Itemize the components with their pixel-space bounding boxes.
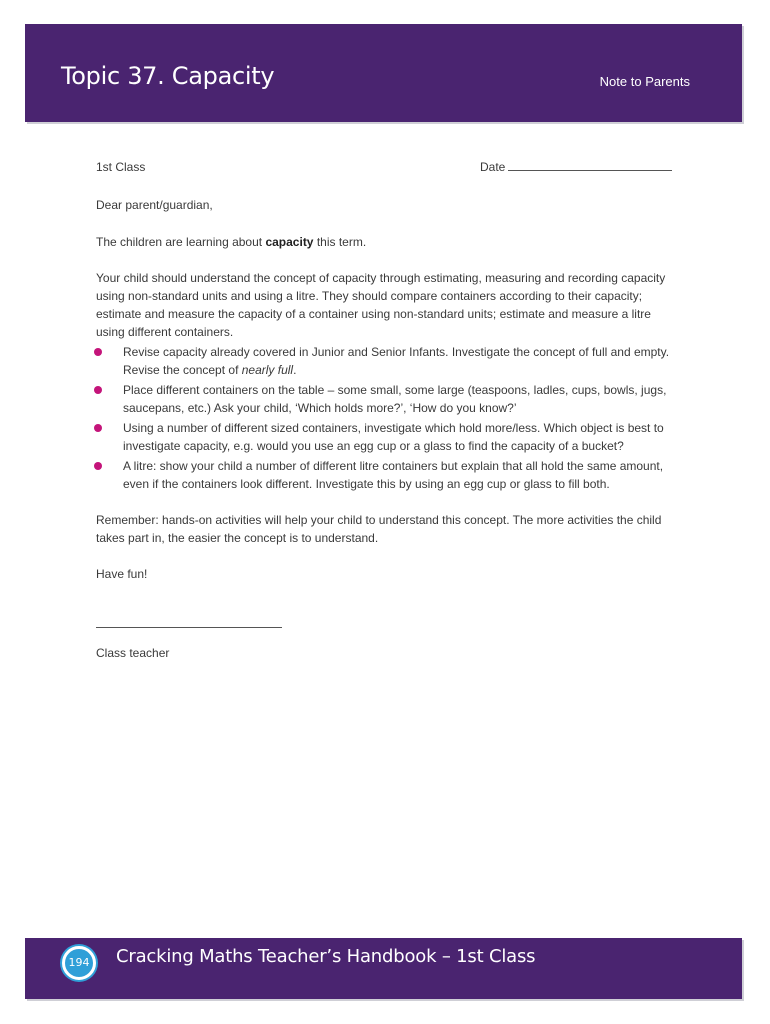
- list-item-emphasis: nearly full: [241, 363, 294, 377]
- list-item-text: Using a number of different sized containers, investigate which hold more/less. Which object is best to investigate capacity, e.g. would you use an egg cup or a glass to find the capacity of a bucket?: [123, 421, 664, 453]
- bullet-dot-icon: [94, 462, 102, 470]
- list-item: [96, 419, 676, 455]
- page-header: [25, 24, 742, 122]
- bullet-dot-icon: [94, 424, 102, 432]
- bullet-dot-icon: [94, 348, 102, 356]
- note-to-parents-label: Note to Parents: [599, 74, 690, 89]
- closing-line: Have fun!: [96, 567, 148, 581]
- list-item-text: Revise capacity already covered in Junior and Senior Infants. Investigate the concept of full and empty. Revise the concept of: [123, 345, 670, 377]
- intro-text-before: The children are learning about: [96, 235, 266, 249]
- signature-label: Class teacher: [96, 646, 170, 660]
- page-footer: [25, 938, 742, 999]
- activity-list: [96, 343, 676, 493]
- intro-sentence: [96, 233, 676, 251]
- list-item-text-end: .: [293, 363, 297, 377]
- list-item: [96, 343, 676, 379]
- class-label: 1st Class: [96, 160, 146, 174]
- intro-keyword: capacity: [265, 235, 314, 249]
- date-blank-line: [508, 158, 672, 171]
- letter-body: [96, 158, 676, 662]
- topic-title: Topic 37. Capacity: [61, 62, 275, 90]
- salutation: Dear parent/guardian,: [96, 198, 213, 212]
- list-item-text: Place different containers on the table – some small, some large (teaspoons, ladles, cups, bowls, jugs, saucepans, etc.) Ask your child, ‘Which holds more?’, ‘How do you know?’: [123, 383, 667, 415]
- list-item-text: A litre: show your child a number of different litre containers but explain that all hold the same amount, even if the containers look different. Investigate this by using an egg cup or glass to fill both.: [123, 459, 664, 491]
- learning-objectives-paragraph: Your child should understand the concept of capacity through estimating, measuring and recording capacity using non-standard units and using a litre. They should compare containers according to their capacity; estimate and measure the capacity of a container using non-standard units; estimate and measure a litre using different containers.: [96, 271, 666, 339]
- remember-paragraph: Remember: hands-on activities will help your child to understand this concept. The more activities the child takes part in, the easier the concept is to understand.: [96, 513, 662, 545]
- signature-line: [96, 627, 282, 628]
- list-item: [96, 381, 676, 417]
- class-date-row: [96, 158, 676, 176]
- page-number-badge: 194: [62, 946, 96, 980]
- date-field: [480, 158, 672, 176]
- bullet-dot-icon: [94, 386, 102, 394]
- intro-text-after: this term.: [313, 235, 367, 249]
- date-label: Date: [480, 160, 506, 174]
- list-item: [96, 457, 676, 493]
- handbook-title: Cracking Maths Teacher’s Handbook – 1st Class: [116, 946, 536, 967]
